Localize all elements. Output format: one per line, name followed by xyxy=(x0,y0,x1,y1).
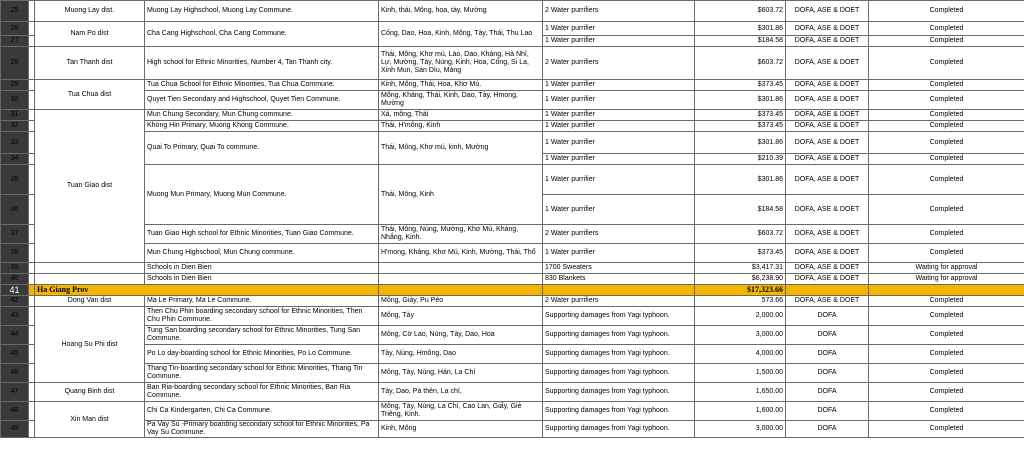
district-cell[interactable]: Tua Chua dist xyxy=(35,80,145,110)
amount-cell[interactable]: $603.72 xyxy=(695,225,786,244)
item-cell[interactable]: 2 Water purrifiers xyxy=(543,1,695,22)
partners-cell[interactable]: DOFA xyxy=(786,402,869,421)
row-number[interactable]: 49 xyxy=(1,421,29,438)
status-cell[interactable]: Completed xyxy=(869,195,1024,225)
table-row[interactable] xyxy=(1,225,1024,244)
item-cell[interactable]: 2 Water purrifiers xyxy=(543,296,695,307)
table-row[interactable] xyxy=(1,326,1024,345)
ethnic-cell[interactable] xyxy=(379,263,543,274)
amount-cell[interactable]: 2,000.00 xyxy=(695,307,786,326)
table-row[interactable] xyxy=(1,402,1024,421)
partners-cell[interactable]: DOFA xyxy=(786,326,869,345)
partners-cell[interactable]: DOFA, ASE & DOET xyxy=(786,165,869,195)
status-cell[interactable]: Completed xyxy=(869,154,1024,165)
row-number[interactable]: 28 xyxy=(1,47,29,80)
row-number[interactable]: 39 xyxy=(1,263,29,274)
status-cell[interactable]: Waiting for approval xyxy=(869,274,1024,285)
ethnic-cell[interactable]: Thái, Mông, Khơ mú, Lào, Dao, Kháng, Hà Nhì, Lự, Mường, Tày, Nùng, Kinh, Hoa, Cống, Si La, Xinh Mun, Sán Dìu, Mảng xyxy=(379,47,543,80)
item-cell[interactable]: Supporting damages from Yagi typhoon. xyxy=(543,364,695,383)
partners-cell[interactable]: DOFA, ASE & DOET xyxy=(786,195,869,225)
district-cell[interactable]: Quang Binh dist xyxy=(35,383,145,402)
school-cell[interactable]: Mun Chung Secondary, Mun Chung commune. xyxy=(145,110,379,121)
amount-cell[interactable]: 573.66 xyxy=(695,296,786,307)
district-cell[interactable] xyxy=(35,274,145,285)
row-number[interactable]: 36 xyxy=(1,195,29,225)
partners-cell[interactable]: DOFA, ASE & DOET xyxy=(786,154,869,165)
row-number[interactable]: 35 xyxy=(1,165,29,195)
district-cell[interactable]: Muong Lay dist. xyxy=(35,1,145,22)
item-cell[interactable]: Supporting damages from Yagi typhoon. xyxy=(543,383,695,402)
status-cell[interactable]: Completed xyxy=(869,345,1024,364)
amount-cell[interactable]: $301.86 xyxy=(695,165,786,195)
amount-cell[interactable]: 1,500.00 xyxy=(695,364,786,383)
table-row[interactable] xyxy=(1,1,1024,22)
row-number[interactable]: 31 xyxy=(1,110,29,121)
school-cell[interactable]: Cha Cang Highschool, Cha Cang Commune. xyxy=(145,22,379,47)
table-row[interactable] xyxy=(1,244,1024,263)
table-row[interactable] xyxy=(1,165,1024,195)
item-cell[interactable]: 1 Water purrifier xyxy=(543,22,695,36)
district-cell[interactable]: Dong Van dist xyxy=(35,296,145,307)
status-cell[interactable]: Completed xyxy=(869,132,1024,154)
district-cell[interactable]: Xin Man dist xyxy=(35,402,145,438)
amount-cell[interactable]: 3,000.00 xyxy=(695,326,786,345)
table-row[interactable] xyxy=(1,307,1024,326)
partners-cell[interactable]: DOFA xyxy=(786,383,869,402)
table-row[interactable] xyxy=(1,80,1024,91)
status-cell[interactable]: Completed xyxy=(869,110,1024,121)
status-cell[interactable]: Completed xyxy=(869,326,1024,345)
item-cell[interactable]: 2 Water purrifiers xyxy=(543,225,695,244)
item-cell[interactable]: Supporting damages from Yagi typhoon. xyxy=(543,345,695,364)
row-number[interactable]: 25 xyxy=(1,1,29,22)
ethnic-cell[interactable]: Tày, Nùng, Hmông, Dao xyxy=(379,345,543,364)
district-cell[interactable]: Nam Po dist xyxy=(35,22,145,47)
row-number[interactable]: 26 xyxy=(1,22,29,36)
row-number[interactable]: 29 xyxy=(1,80,29,91)
row-number[interactable]: 46 xyxy=(1,364,29,383)
ethnic-cell[interactable]: H'mong, Kháng, Khơ Mú, Kinh, Mường, Thái, Thổ xyxy=(379,244,543,263)
amount-cell[interactable]: $603.72 xyxy=(695,1,786,22)
status-cell[interactable]: Completed xyxy=(869,383,1024,402)
status-cell[interactable]: Completed xyxy=(869,165,1024,195)
district-cell[interactable]: Tan Thanh dist xyxy=(35,47,145,80)
partners-cell[interactable]: DOFA, ASE & DOET xyxy=(786,274,869,285)
school-cell[interactable]: Ban Ria-boarding secondary school for Ethnic Minorities, Ban Ria Commune. xyxy=(145,383,379,402)
row-number[interactable]: 38 xyxy=(1,244,29,263)
school-cell[interactable]: Quai To Primary, Quai To commune. xyxy=(145,132,379,165)
item-cell[interactable]: 1 Water purrifier xyxy=(543,80,695,91)
partners-cell[interactable]: DOFA xyxy=(786,421,869,438)
partners-cell[interactable]: DOFA, ASE & DOET xyxy=(786,1,869,22)
row-number[interactable]: 37 xyxy=(1,225,29,244)
status-cell[interactable]: Completed xyxy=(869,364,1024,383)
table-row[interactable] xyxy=(1,383,1024,402)
school-cell[interactable]: Chi Ca Kindergarten, Chi Ca Commune. xyxy=(145,402,379,421)
status-cell[interactable]: Completed xyxy=(869,121,1024,132)
school-cell[interactable]: Ma Le Primary, Ma Le Commune. xyxy=(145,296,379,307)
province-row[interactable] xyxy=(1,285,1024,296)
ethnic-cell[interactable]: Kinh, Mông xyxy=(379,421,543,438)
status-cell[interactable]: Completed xyxy=(869,80,1024,91)
partners-cell[interactable]: DOFA, ASE & DOET xyxy=(786,36,869,47)
school-cell[interactable]: Muong Lay Highschool, Muong Lay Commune. xyxy=(145,1,379,22)
item-cell[interactable]: 1 Water purrifier xyxy=(543,154,695,165)
school-cell[interactable]: Quyet Tien Secondary and Highschool, Quyet Tien Commune. xyxy=(145,91,379,110)
ethnic-cell[interactable]: Tày, Dao, Pà thẻn, La chí, xyxy=(379,383,543,402)
ethnic-cell[interactable]: Mông, Giáy, Pu Péo xyxy=(379,296,543,307)
school-cell[interactable]: Muong Mun Primary, Muong Mun Commune. xyxy=(145,165,379,225)
status-cell[interactable]: Completed xyxy=(869,91,1024,110)
item-cell[interactable]: Supporting damages from Yagi typhoon. xyxy=(543,402,695,421)
table-row[interactable] xyxy=(1,91,1024,110)
table-row[interactable] xyxy=(1,121,1024,132)
table-row[interactable] xyxy=(1,47,1024,80)
status-cell[interactable]: Completed xyxy=(869,36,1024,47)
partners-cell[interactable]: DOFA, ASE & DOET xyxy=(786,91,869,110)
ethnic-cell[interactable]: Mông, Tày, Nùng, Hán, La Chí xyxy=(379,364,543,383)
district-cell[interactable]: Tuan Giao dist xyxy=(35,110,145,263)
partners-cell[interactable]: DOFA, ASE & DOET xyxy=(786,80,869,91)
item-cell[interactable]: 1 Water purrifier xyxy=(543,121,695,132)
item-cell[interactable]: 1 Water purrifier xyxy=(543,244,695,263)
table-row[interactable] xyxy=(1,22,1024,36)
item-cell[interactable]: 830 Blankets xyxy=(543,274,695,285)
item-cell[interactable]: 1 Water purrifier xyxy=(543,195,695,225)
ethnic-cell[interactable]: Mông, Kháng, Thái, Kinh, Dao, Tày, Hmong, Mường xyxy=(379,91,543,110)
row-number[interactable]: 48 xyxy=(1,402,29,421)
row-number[interactable]: 27 xyxy=(1,36,29,47)
ethnic-cell[interactable]: Mông, Cờ Lao, Nùng, Tày, Dao, Hoa xyxy=(379,326,543,345)
partners-cell[interactable]: DOFA xyxy=(786,345,869,364)
district-cell[interactable]: Hoang Su Phi dist xyxy=(35,307,145,383)
status-cell[interactable]: Completed xyxy=(869,307,1024,326)
item-cell[interactable]: Supporting damages from Yagi typhoon. xyxy=(543,307,695,326)
partners-cell[interactable]: DOFA, ASE & DOET xyxy=(786,225,869,244)
ethnic-cell[interactable]: Thái, Mông, Khơ mú, kinh, Mường xyxy=(379,132,543,165)
partners-cell[interactable]: DOFA, ASE & DOET xyxy=(786,47,869,80)
item-cell[interactable]: 1 Water purrifier xyxy=(543,110,695,121)
status-cell[interactable]: Completed xyxy=(869,402,1024,421)
item-cell[interactable]: 1700 Sweaters xyxy=(543,263,695,274)
status-cell[interactable]: Completed xyxy=(869,1,1024,22)
partners-cell[interactable]: DOFA, ASE & DOET xyxy=(786,110,869,121)
school-cell[interactable]: Khong Hin Primary, Muong Khong Commune. xyxy=(145,121,379,132)
status-cell[interactable]: Completed xyxy=(869,296,1024,307)
item-cell[interactable]: Supporting damages from Yagi typhoon. xyxy=(543,421,695,438)
province-total[interactable]: $17,323.66 xyxy=(695,285,786,296)
amount-cell[interactable]: $184.58 xyxy=(695,195,786,225)
table-row[interactable] xyxy=(1,274,1024,285)
table-row[interactable] xyxy=(1,110,1024,121)
amount-cell[interactable]: 1,600.00 xyxy=(695,402,786,421)
item-cell[interactable]: 2 Water purrifiers xyxy=(543,47,695,80)
school-cell[interactable]: Schools in Dien Bien xyxy=(145,274,379,285)
amount-cell[interactable]: $3,417.31 xyxy=(695,263,786,274)
partners-cell[interactable]: DOFA, ASE & DOET xyxy=(786,244,869,263)
partners-cell[interactable]: DOFA, ASE & DOET xyxy=(786,121,869,132)
status-cell[interactable]: Completed xyxy=(869,47,1024,80)
amount-cell[interactable]: $603.72 xyxy=(695,47,786,80)
item-cell[interactable]: 1 Water purrifier xyxy=(543,165,695,195)
amount-cell[interactable]: $301.86 xyxy=(695,91,786,110)
school-cell[interactable]: Pa Vay Su -Primary boarding secondary school for Ethnic Minorities, Pa Vay Su Commune. xyxy=(145,421,379,438)
row-number[interactable]: 34 xyxy=(1,154,29,165)
table-row[interactable] xyxy=(1,345,1024,364)
school-cell[interactable]: Tuan Giao High school for Ethnic Minorities, Tuan Giao Commune. xyxy=(145,225,379,244)
amount-cell[interactable]: 4,000.00 xyxy=(695,345,786,364)
ethnic-cell[interactable]: Kinh, Mông, Thái, Hoa, Khơ Mú. xyxy=(379,80,543,91)
amount-cell[interactable]: 3,000.00 xyxy=(695,421,786,438)
partners-cell[interactable]: DOFA xyxy=(786,364,869,383)
amount-cell[interactable]: $373.45 xyxy=(695,110,786,121)
table-row[interactable] xyxy=(1,263,1024,274)
amount-cell[interactable]: $373.45 xyxy=(695,121,786,132)
province-name[interactable]: Ha Giang Prov xyxy=(35,285,379,296)
partners-cell[interactable]: DOFA, ASE & DOET xyxy=(786,296,869,307)
amount-cell[interactable]: $6,238.90 xyxy=(695,274,786,285)
school-cell[interactable]: Thang Tin-boarding secondary school for Ethnic Minorities, Thang Tin Commune. xyxy=(145,364,379,383)
row-number[interactable]: 32 xyxy=(1,121,29,132)
amount-cell[interactable]: $301.86 xyxy=(695,132,786,154)
school-cell[interactable]: Tung San boarding secondary school for Ethnic Minorities, Tung San Commune. xyxy=(145,326,379,345)
status-cell[interactable]: Completed xyxy=(869,22,1024,36)
item-cell[interactable]: 1 Water purrifier xyxy=(543,36,695,47)
ethnic-cell[interactable]: Thái, H'mông, Kinh xyxy=(379,121,543,132)
amount-cell[interactable]: $210.39 xyxy=(695,154,786,165)
status-cell[interactable]: Completed xyxy=(869,421,1024,438)
ethnic-cell[interactable]: Kinh, thái, Mông, hoa, tày, Mường xyxy=(379,1,543,22)
school-cell[interactable]: High school for Ethnic Minorities, Number 4, Tan Thanh city. xyxy=(145,47,379,80)
row-number[interactable]: 42 xyxy=(1,296,29,307)
school-cell[interactable]: Schools in Dien Bien xyxy=(145,263,379,274)
school-cell[interactable]: Then Chu Phin boarding secondary school for Ethnic Minorities, Then Chu Phin Commune. xyxy=(145,307,379,326)
table-row[interactable] xyxy=(1,421,1024,438)
status-cell[interactable]: Completed xyxy=(869,244,1024,263)
table-row[interactable] xyxy=(1,364,1024,383)
row-number[interactable]: 40 xyxy=(1,274,29,285)
row-number[interactable]: 44 xyxy=(1,326,29,345)
partners-cell[interactable]: DOFA, ASE & DOET xyxy=(786,22,869,36)
status-cell[interactable]: Waiting for approval xyxy=(869,263,1024,274)
item-cell[interactable]: 1 Water purrifier xyxy=(543,91,695,110)
row-number[interactable]: 41 xyxy=(1,285,29,296)
row-number[interactable]: 30 xyxy=(1,91,29,110)
partners-cell[interactable]: DOFA xyxy=(786,307,869,326)
school-cell[interactable]: Po Lo day-boarding school for Ethnic Minorities, Po Lo Commune. xyxy=(145,345,379,364)
table-row[interactable] xyxy=(1,132,1024,154)
amount-cell[interactable]: $373.45 xyxy=(695,80,786,91)
row-number[interactable]: 43 xyxy=(1,307,29,326)
ethnic-cell[interactable]: Cống, Dao, Hoa, Kinh, Mông, Tày, Thái, Thu Lao xyxy=(379,22,543,47)
amount-cell[interactable]: $373.45 xyxy=(695,244,786,263)
item-cell[interactable]: 1 Water purrifier xyxy=(543,132,695,154)
school-cell[interactable]: Mun Chung Highschool, Mun Chung commune. xyxy=(145,244,379,263)
amount-cell[interactable]: $184.58 xyxy=(695,36,786,47)
ethnic-cell[interactable]: Mông, Tày, Nùng, La Chí, Cao Lan, Giấy, Giẻ Triêng, Kinh. xyxy=(379,402,543,421)
ethnic-cell[interactable]: Thái, Mông, Nùng, Mường, Khơ Mú, Kháng, Nhắng, Kinh. xyxy=(379,225,543,244)
status-cell[interactable]: Completed xyxy=(869,225,1024,244)
amount-cell[interactable]: $301.86 xyxy=(695,22,786,36)
table-row[interactable] xyxy=(1,296,1024,307)
partners-cell[interactable]: DOFA, ASE & DOET xyxy=(786,132,869,154)
partners-cell[interactable]: DOFA, ASE & DOET xyxy=(786,263,869,274)
ethnic-cell[interactable]: Thái, Mông, Kinh xyxy=(379,165,543,225)
row-number[interactable]: 45 xyxy=(1,345,29,364)
amount-cell[interactable]: 1,650.00 xyxy=(695,383,786,402)
school-cell[interactable]: Tua Chua School for Ethnic Minorities, Tua Chua Commune. xyxy=(145,80,379,91)
ethnic-cell[interactable] xyxy=(379,274,543,285)
item-cell[interactable]: Supporting damages from Yagi typhoon. xyxy=(543,326,695,345)
row-number[interactable]: 33 xyxy=(1,132,29,154)
ethnic-cell[interactable]: Mông, Tày xyxy=(379,307,543,326)
ethnic-cell[interactable]: Xá, mông, Thái xyxy=(379,110,543,121)
row-number[interactable]: 47 xyxy=(1,383,29,402)
district-cell[interactable] xyxy=(35,263,145,274)
